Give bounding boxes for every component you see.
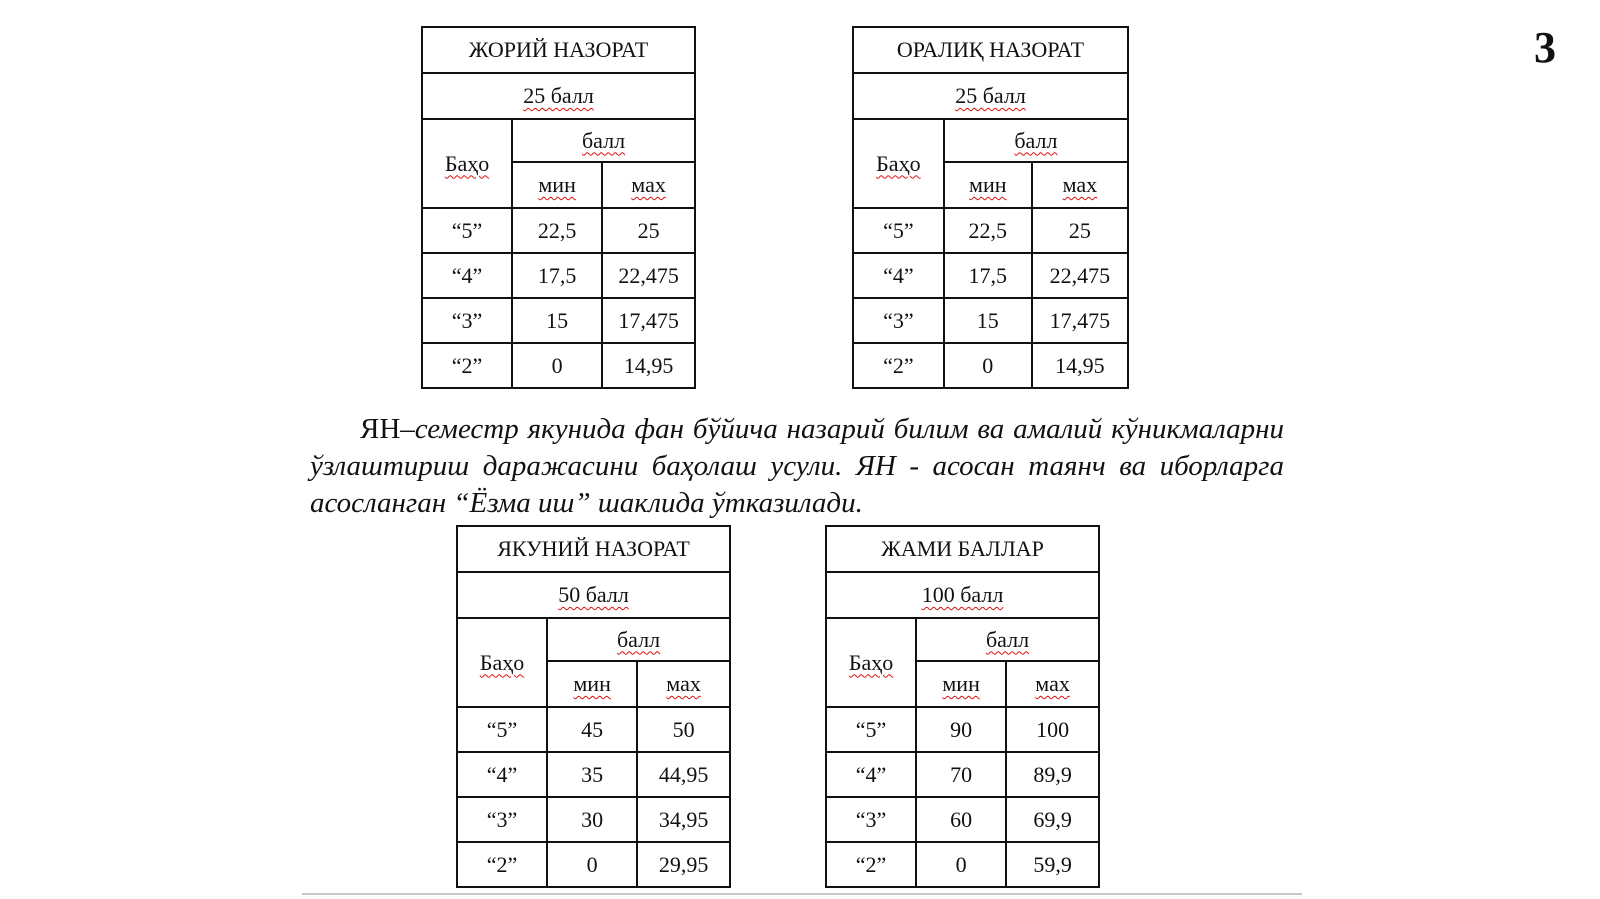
max-cell: 34,95 — [637, 797, 730, 842]
table-row — [422, 253, 695, 298]
max-header: мах — [1032, 162, 1128, 208]
table-row — [853, 343, 1128, 388]
table-row — [457, 842, 730, 887]
table-row — [422, 343, 695, 388]
min-cell: 70 — [916, 752, 1006, 797]
table-row — [853, 253, 1128, 298]
min-cell: 35 — [547, 752, 637, 797]
grade-cell: “4” — [853, 253, 944, 298]
grade-cell: “4” — [826, 752, 916, 797]
ball-header: балл — [512, 119, 695, 162]
min-header: мин — [944, 162, 1032, 208]
table-row — [457, 752, 730, 797]
min-cell: 17,5 — [944, 253, 1032, 298]
max-cell: 14,95 — [602, 343, 695, 388]
ball-header: балл — [944, 119, 1128, 162]
grade-cell: “5” — [826, 707, 916, 752]
min-cell: 30 — [547, 797, 637, 842]
table-title: ЖОРИЙ НАЗОРАТ — [422, 27, 695, 73]
page-divider — [302, 893, 1302, 895]
min-header: мин — [512, 162, 602, 208]
current-control-table — [421, 26, 696, 389]
min-cell: 15 — [512, 298, 602, 343]
max-cell: 29,95 — [637, 842, 730, 887]
grade-cell: “5” — [457, 707, 547, 752]
max-header: мах — [1006, 661, 1099, 707]
max-cell: 25 — [1032, 208, 1128, 253]
min-cell: 90 — [916, 707, 1006, 752]
grade-header: Баҳо — [853, 119, 944, 208]
table-row — [422, 298, 695, 343]
min-cell: 22,5 — [944, 208, 1032, 253]
grade-cell: “2” — [826, 842, 916, 887]
table-row — [457, 797, 730, 842]
page-number: 3 — [1534, 23, 1556, 72]
max-cell: 59,9 — [1006, 842, 1099, 887]
max-cell: 50 — [637, 707, 730, 752]
min-cell: 0 — [916, 842, 1006, 887]
grade-cell: “2” — [853, 343, 944, 388]
max-header: мах — [602, 162, 695, 208]
grade-cell: “2” — [457, 842, 547, 887]
table-title: ЖАМИ БАЛЛАР — [826, 526, 1099, 572]
max-header: мах — [637, 661, 730, 707]
table-row — [853, 298, 1128, 343]
max-cell: 69,9 — [1006, 797, 1099, 842]
abbr-yan: ЯН — [360, 413, 401, 445]
table-title: ОРАЛИҚ НАЗОРАТ — [853, 27, 1128, 73]
table-row — [826, 842, 1099, 887]
max-cell: 44,95 — [637, 752, 730, 797]
table-row — [853, 208, 1128, 253]
min-cell: 22,5 — [512, 208, 602, 253]
min-cell: 0 — [944, 343, 1032, 388]
min-cell: 45 — [547, 707, 637, 752]
total-points-table — [825, 525, 1100, 888]
paragraph-text: –семестр якунида фан бўйича назарий билим ва амалий кўникмаларни ўзлаштириш даражасини баҳолаш усули. ЯН - асосан таянч ва иборларга асосланган “Ёзма иш” шаклида ўтказилади. — [310, 413, 1284, 519]
min-cell: 15 — [944, 298, 1032, 343]
max-cell: 22,475 — [602, 253, 695, 298]
max-cell: 22,475 — [1032, 253, 1128, 298]
ball-header: балл — [916, 618, 1099, 661]
table-points: 50 балл — [457, 572, 730, 618]
grade-header: Баҳо — [422, 119, 512, 208]
intermediate-control-table — [852, 26, 1129, 389]
grade-cell: “3” — [826, 797, 916, 842]
grade-header: Баҳо — [457, 618, 547, 707]
table-points: 25 балл — [853, 73, 1128, 119]
final-control-table — [456, 525, 731, 888]
table-title: ЯКУНИЙ НАЗОРАТ — [457, 526, 730, 572]
min-cell: 60 — [916, 797, 1006, 842]
table-row — [826, 707, 1099, 752]
max-cell: 100 — [1006, 707, 1099, 752]
table-row — [422, 208, 695, 253]
min-header: мин — [916, 661, 1006, 707]
grade-cell: “5” — [853, 208, 944, 253]
max-cell: 14,95 — [1032, 343, 1128, 388]
table-row — [826, 797, 1099, 842]
min-cell: 0 — [547, 842, 637, 887]
max-cell: 17,475 — [1032, 298, 1128, 343]
table-row — [457, 707, 730, 752]
table-row — [826, 752, 1099, 797]
min-cell: 17,5 — [512, 253, 602, 298]
description-paragraph — [310, 411, 1284, 522]
table-points: 100 балл — [826, 572, 1099, 618]
grade-cell: “2” — [422, 343, 512, 388]
grade-cell: “4” — [422, 253, 512, 298]
max-cell: 17,475 — [602, 298, 695, 343]
grade-cell: “3” — [422, 298, 512, 343]
min-cell: 0 — [512, 343, 602, 388]
min-header: мин — [547, 661, 637, 707]
grade-cell: “3” — [457, 797, 547, 842]
grade-header: Баҳо — [826, 618, 916, 707]
grade-cell: “5” — [422, 208, 512, 253]
table-points: 25 балл — [422, 73, 695, 119]
max-cell: 25 — [602, 208, 695, 253]
grade-cell: “3” — [853, 298, 944, 343]
ball-header: балл — [547, 618, 730, 661]
max-cell: 89,9 — [1006, 752, 1099, 797]
grade-cell: “4” — [457, 752, 547, 797]
